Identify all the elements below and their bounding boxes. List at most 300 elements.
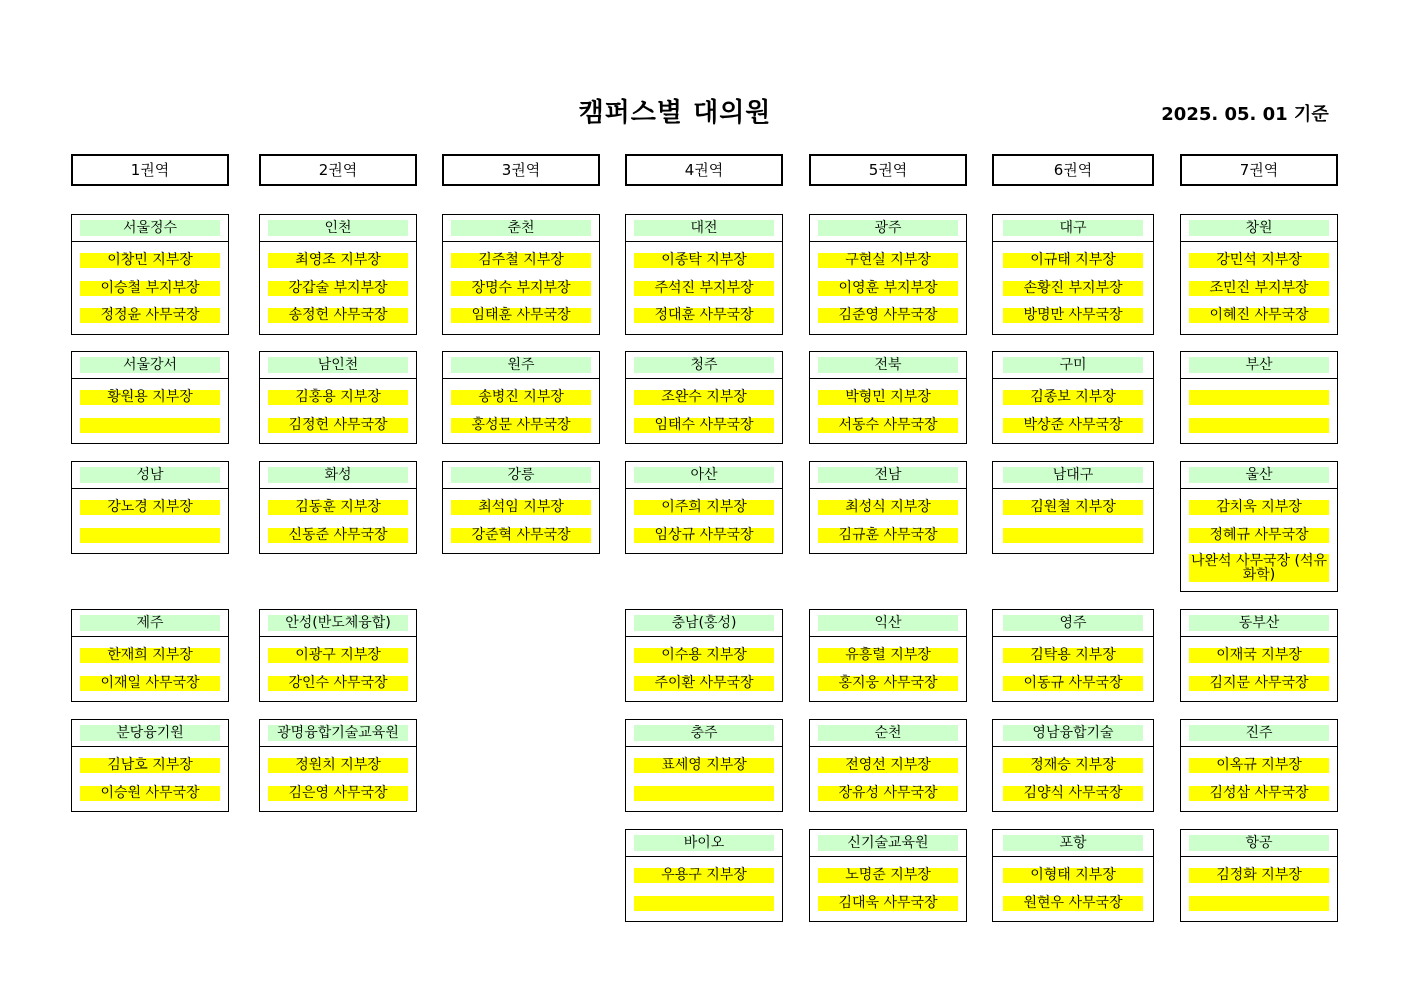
member-name: 전영선 지부장 — [818, 758, 958, 773]
campus-member-list — [810, 489, 966, 553]
campus-card — [992, 351, 1154, 444]
campus-card — [625, 609, 783, 702]
campus-card — [809, 829, 967, 922]
region-header: 5권역 — [809, 154, 967, 186]
campus-name: 원주 — [451, 357, 591, 373]
member-name: 방명만 사무국장 — [1003, 308, 1143, 323]
member-row — [260, 302, 416, 330]
campus-card-header — [1181, 720, 1337, 747]
member-row — [626, 862, 782, 890]
campus-card-header — [72, 720, 228, 747]
member-row — [260, 494, 416, 522]
member-row — [626, 752, 782, 780]
member-name: 정재승 지부장 — [1003, 758, 1143, 773]
campus-card — [442, 461, 600, 554]
campus-card — [992, 719, 1154, 812]
campus-card — [71, 214, 229, 335]
member-row — [1181, 494, 1337, 522]
member-row — [443, 384, 599, 412]
campus-name: 성남 — [80, 467, 220, 483]
member-name: 주석진 부지부장 — [634, 281, 774, 296]
member-name: 황원용 지부장 — [80, 390, 220, 405]
campus-card — [71, 609, 229, 702]
member-name — [1189, 390, 1329, 405]
campus-card — [1180, 719, 1338, 812]
campus-name: 동부산 — [1189, 615, 1329, 631]
member-row — [626, 494, 782, 522]
campus-card-header — [1181, 352, 1337, 379]
campus-member-list — [72, 637, 228, 701]
member-name: 신동준 사무국장 — [268, 528, 408, 543]
campus-name: 아산 — [634, 467, 774, 483]
member-row — [1181, 302, 1337, 330]
member-name: 유흥렬 지부장 — [818, 648, 958, 663]
region-header: 1권역 — [71, 154, 229, 186]
campus-name: 울산 — [1189, 467, 1329, 483]
campus-member-list — [993, 857, 1153, 921]
campus-member-list — [993, 379, 1153, 443]
campus-name: 대전 — [634, 220, 774, 236]
campus-card-header — [260, 352, 416, 379]
campus-member-list — [72, 379, 228, 443]
member-row — [260, 670, 416, 698]
member-row — [443, 494, 599, 522]
member-row — [1181, 247, 1337, 275]
member-row — [993, 862, 1153, 890]
campus-name: 포항 — [1003, 835, 1143, 851]
campus-name: 익산 — [818, 615, 958, 631]
campus-card-header — [810, 720, 966, 747]
member-row — [72, 642, 228, 670]
member-row — [260, 275, 416, 303]
member-row — [626, 275, 782, 303]
campus-card-header — [626, 352, 782, 379]
member-name: 정대훈 사무국장 — [634, 308, 774, 323]
member-name: 주이환 사무국장 — [634, 676, 774, 691]
member-row — [260, 412, 416, 440]
member-name: 임상규 사무국장 — [634, 528, 774, 543]
member-row — [626, 670, 782, 698]
campus-name: 진주 — [1189, 725, 1329, 741]
campus-member-list — [810, 857, 966, 921]
campus-card-header — [1181, 215, 1337, 242]
member-name: 정정윤 사무국장 — [80, 308, 220, 323]
member-name: 장유성 사무국장 — [818, 786, 958, 801]
campus-member-list — [626, 747, 782, 811]
member-row — [260, 752, 416, 780]
campus-member-list — [626, 637, 782, 701]
campus-card-header — [260, 610, 416, 637]
member-row — [72, 670, 228, 698]
campus-member-list — [1181, 747, 1337, 811]
member-row — [626, 642, 782, 670]
member-name: 이형태 지부장 — [1003, 868, 1143, 883]
campus-card — [71, 461, 229, 554]
campus-name: 전남 — [818, 467, 958, 483]
campus-card — [259, 214, 417, 335]
member-name: 김준영 사무국장 — [818, 308, 958, 323]
campus-member-list — [260, 379, 416, 443]
campus-card-header — [810, 462, 966, 489]
campus-member-list — [993, 637, 1153, 701]
member-row — [260, 642, 416, 670]
campus-name: 강릉 — [451, 467, 591, 483]
member-row — [1181, 549, 1337, 587]
member-row — [1181, 862, 1337, 890]
campus-card — [625, 829, 783, 922]
campus-member-list — [993, 242, 1153, 334]
member-name: 강노경 지부장 — [80, 500, 220, 515]
campus-name: 구미 — [1003, 357, 1143, 373]
member-name: 김규훈 사무국장 — [818, 528, 958, 543]
campus-name: 안성(반도체융합) — [268, 615, 408, 631]
campus-member-list — [626, 379, 782, 443]
member-name: 이종탁 지부장 — [634, 253, 774, 268]
campus-member-list — [626, 857, 782, 921]
campus-card-header — [810, 215, 966, 242]
member-row — [443, 412, 599, 440]
reference-date: 2025. 05. 01 기준 — [1161, 104, 1329, 125]
member-name: 박형민 지부장 — [818, 390, 958, 405]
member-name: 감치욱 지부장 — [1189, 500, 1329, 515]
campus-name: 바이오 — [634, 835, 774, 851]
campus-card-header — [72, 215, 228, 242]
campus-card — [1180, 461, 1338, 592]
campus-member-list — [72, 489, 228, 553]
campus-card — [259, 609, 417, 702]
page-title: 캠퍼스별 대의원 — [578, 98, 772, 128]
member-row — [626, 522, 782, 550]
campus-card — [992, 214, 1154, 335]
member-name: 손황진 부지부장 — [1003, 281, 1143, 296]
campus-name: 충주 — [634, 725, 774, 741]
member-row — [993, 670, 1153, 698]
member-name: 조민진 부지부장 — [1189, 281, 1329, 296]
member-name: 이동규 사무국장 — [1003, 676, 1143, 691]
campus-name: 신기술교육원 — [818, 835, 958, 851]
campus-card — [259, 351, 417, 444]
member-name: 홍지웅 사무국장 — [818, 676, 958, 691]
campus-card — [442, 351, 600, 444]
campus-card-header — [993, 610, 1153, 637]
member-name: 박상준 사무국장 — [1003, 418, 1143, 433]
member-name: 김은영 사무국장 — [268, 786, 408, 801]
campus-name: 서울정수 — [80, 220, 220, 236]
campus-card — [992, 829, 1154, 922]
campus-card-header — [1181, 462, 1337, 489]
campus-card — [809, 214, 967, 335]
member-row — [72, 275, 228, 303]
member-name — [1003, 528, 1143, 543]
campus-member-list — [72, 747, 228, 811]
member-name: 김원철 지부장 — [1003, 500, 1143, 515]
campus-member-list — [626, 489, 782, 553]
member-name: 김주철 지부장 — [451, 253, 591, 268]
member-name: 강인수 사무국장 — [268, 676, 408, 691]
member-row — [993, 780, 1153, 808]
campus-name: 춘천 — [451, 220, 591, 236]
member-row — [810, 862, 966, 890]
campus-card-header — [993, 720, 1153, 747]
campus-name: 부산 — [1189, 357, 1329, 373]
member-name — [80, 528, 220, 543]
member-row — [260, 384, 416, 412]
campus-card-header — [626, 215, 782, 242]
member-name — [634, 896, 774, 911]
member-name: 김종보 지부장 — [1003, 390, 1143, 405]
region-header: 7권역 — [1180, 154, 1338, 186]
campus-member-list — [810, 379, 966, 443]
member-name: 강준혁 사무국장 — [451, 528, 591, 543]
member-row — [810, 890, 966, 918]
member-row — [626, 247, 782, 275]
member-row — [993, 642, 1153, 670]
campus-name: 대구 — [1003, 220, 1143, 236]
campus-member-list — [1181, 242, 1337, 334]
campus-card-header — [810, 352, 966, 379]
campus-card — [1180, 609, 1338, 702]
campus-card-header — [993, 352, 1153, 379]
campus-member-list — [260, 747, 416, 811]
campus-member-list — [443, 242, 599, 334]
campus-card — [809, 461, 967, 554]
member-name: 이수용 지부장 — [634, 648, 774, 663]
campus-member-list — [810, 747, 966, 811]
member-row — [993, 412, 1153, 440]
member-name: 임태수 사무국장 — [634, 418, 774, 433]
campus-member-list — [260, 489, 416, 553]
campus-name: 전북 — [818, 357, 958, 373]
member-name: 구현실 지부장 — [818, 253, 958, 268]
member-row — [443, 302, 599, 330]
campus-card-header — [72, 462, 228, 489]
member-row — [810, 412, 966, 440]
member-name: 최영조 지부장 — [268, 253, 408, 268]
campus-name: 분당융기원 — [80, 725, 220, 741]
member-name: 조완수 지부장 — [634, 390, 774, 405]
campus-member-list — [993, 489, 1153, 553]
campus-card-header — [810, 830, 966, 857]
member-name: 김정헌 사무국장 — [268, 418, 408, 433]
member-row — [993, 494, 1153, 522]
member-row — [72, 780, 228, 808]
campus-card-header — [443, 462, 599, 489]
member-row — [810, 522, 966, 550]
campus-member-list — [993, 747, 1153, 811]
campus-member-list — [1181, 857, 1337, 921]
member-name: 송정헌 사무국장 — [268, 308, 408, 323]
campus-name: 광주 — [818, 220, 958, 236]
member-name: 이주희 지부장 — [634, 500, 774, 515]
campus-name: 순천 — [818, 725, 958, 741]
member-name: 최성식 지부장 — [818, 500, 958, 515]
member-name: 김홍용 지부장 — [268, 390, 408, 405]
campus-card — [809, 719, 967, 812]
member-row — [626, 384, 782, 412]
member-row — [626, 412, 782, 440]
member-name: 정혜규 사무국장 — [1189, 528, 1329, 543]
campus-name: 남인천 — [268, 357, 408, 373]
campus-member-list — [1181, 489, 1337, 591]
member-name: 노명준 지부장 — [818, 868, 958, 883]
campus-member-list — [443, 489, 599, 553]
member-row — [1181, 670, 1337, 698]
member-row — [260, 780, 416, 808]
member-row — [993, 522, 1153, 550]
campus-member-list — [810, 242, 966, 334]
member-row — [993, 890, 1153, 918]
member-row — [443, 522, 599, 550]
member-row — [1181, 275, 1337, 303]
member-name: 이규태 지부장 — [1003, 253, 1143, 268]
campus-card — [625, 719, 783, 812]
campus-name: 항공 — [1189, 835, 1329, 851]
campus-card-header — [443, 215, 599, 242]
member-name: 김지문 사무국장 — [1189, 676, 1329, 691]
region-header: 6권역 — [992, 154, 1154, 186]
member-name: 강민석 지부장 — [1189, 253, 1329, 268]
campus-card-header — [72, 352, 228, 379]
campus-name: 청주 — [634, 357, 774, 373]
member-row — [810, 642, 966, 670]
campus-name: 인천 — [268, 220, 408, 236]
member-name: 이재일 사무국장 — [80, 676, 220, 691]
campus-name: 영주 — [1003, 615, 1143, 631]
member-row — [1181, 412, 1337, 440]
member-name: 원현우 사무국장 — [1003, 896, 1143, 911]
campus-card-header — [1181, 830, 1337, 857]
campus-card — [442, 214, 600, 335]
member-row — [626, 780, 782, 808]
campus-card — [625, 351, 783, 444]
campus-card-header — [260, 462, 416, 489]
member-row — [443, 247, 599, 275]
campus-card-header — [993, 462, 1153, 489]
campus-card — [992, 609, 1154, 702]
member-row — [260, 522, 416, 550]
member-name: 정원치 지부장 — [268, 758, 408, 773]
member-row — [810, 752, 966, 780]
member-name: 홍성문 사무국장 — [451, 418, 591, 433]
member-name: 우용구 지부장 — [634, 868, 774, 883]
member-name: 한재희 지부장 — [80, 648, 220, 663]
member-row — [1181, 522, 1337, 550]
member-name: 최석임 지부장 — [451, 500, 591, 515]
member-name: 이옥규 지부장 — [1189, 758, 1329, 773]
member-row — [1181, 780, 1337, 808]
member-row — [260, 247, 416, 275]
member-name: 임태훈 사무국장 — [451, 308, 591, 323]
member-row — [72, 494, 228, 522]
member-row — [993, 247, 1153, 275]
campus-card-header — [993, 830, 1153, 857]
member-row — [72, 522, 228, 550]
campus-name: 광명융합기술교육원 — [268, 725, 408, 741]
member-name: 장명수 부지부장 — [451, 281, 591, 296]
campus-card — [259, 461, 417, 554]
campus-name: 화성 — [268, 467, 408, 483]
campus-member-list — [626, 242, 782, 334]
campus-member-list — [260, 242, 416, 334]
campus-member-list — [443, 379, 599, 443]
member-row — [72, 752, 228, 780]
campus-card-header — [260, 215, 416, 242]
campus-card — [1180, 214, 1338, 335]
campus-card-header — [72, 610, 228, 637]
member-name — [80, 418, 220, 433]
campus-card-header — [443, 352, 599, 379]
member-name: 표세영 지부장 — [634, 758, 774, 773]
member-name: 이영훈 부지부장 — [818, 281, 958, 296]
member-name: 이창민 지부장 — [80, 253, 220, 268]
member-name: 김정화 지부장 — [1189, 868, 1329, 883]
member-row — [993, 752, 1153, 780]
campus-card — [71, 719, 229, 812]
member-row — [1181, 384, 1337, 412]
member-name: 송병진 지부장 — [451, 390, 591, 405]
campus-card-header — [260, 720, 416, 747]
campus-name: 충남(홍성) — [634, 615, 774, 631]
member-name — [1189, 896, 1329, 911]
campus-member-list — [1181, 637, 1337, 701]
region-header: 4권역 — [625, 154, 783, 186]
campus-member-list — [1181, 379, 1337, 443]
member-row — [1181, 642, 1337, 670]
member-row — [626, 302, 782, 330]
campus-card-header — [626, 720, 782, 747]
member-row — [443, 275, 599, 303]
region-header: 3권역 — [442, 154, 600, 186]
campus-card-header — [626, 610, 782, 637]
member-name: 김양식 사무국장 — [1003, 786, 1143, 801]
campus-card-header — [626, 462, 782, 489]
member-row — [72, 247, 228, 275]
campus-card — [809, 609, 967, 702]
member-name: 김대욱 사무국장 — [818, 896, 958, 911]
member-row — [993, 275, 1153, 303]
member-row — [810, 384, 966, 412]
campus-card — [625, 461, 783, 554]
member-name: 이광구 지부장 — [268, 648, 408, 663]
member-name: 이재국 지부장 — [1189, 648, 1329, 663]
campus-name: 서울강서 — [80, 357, 220, 373]
member-name: 김성삼 사무국장 — [1189, 786, 1329, 801]
campus-card — [1180, 829, 1338, 922]
member-name: 나완석 사무국장 (석유화학) — [1190, 553, 1328, 583]
member-row — [1181, 890, 1337, 918]
member-row — [1181, 752, 1337, 780]
member-name — [1189, 418, 1329, 433]
member-name: 김탁용 지부장 — [1003, 648, 1143, 663]
campus-card — [1180, 351, 1338, 444]
campus-card-header — [1181, 610, 1337, 637]
campus-card — [809, 351, 967, 444]
member-row — [810, 302, 966, 330]
campus-card — [992, 461, 1154, 554]
member-row — [810, 670, 966, 698]
campus-name: 제주 — [80, 615, 220, 631]
campus-card-header — [810, 610, 966, 637]
campus-name: 남대구 — [1003, 467, 1143, 483]
member-name: 서동수 사무국장 — [818, 418, 958, 433]
member-row — [72, 384, 228, 412]
campus-card-header — [993, 215, 1153, 242]
region-header: 2권역 — [259, 154, 417, 186]
campus-member-list — [72, 242, 228, 334]
campus-card — [259, 719, 417, 812]
member-name: 김남호 지부장 — [80, 758, 220, 773]
member-row — [993, 302, 1153, 330]
